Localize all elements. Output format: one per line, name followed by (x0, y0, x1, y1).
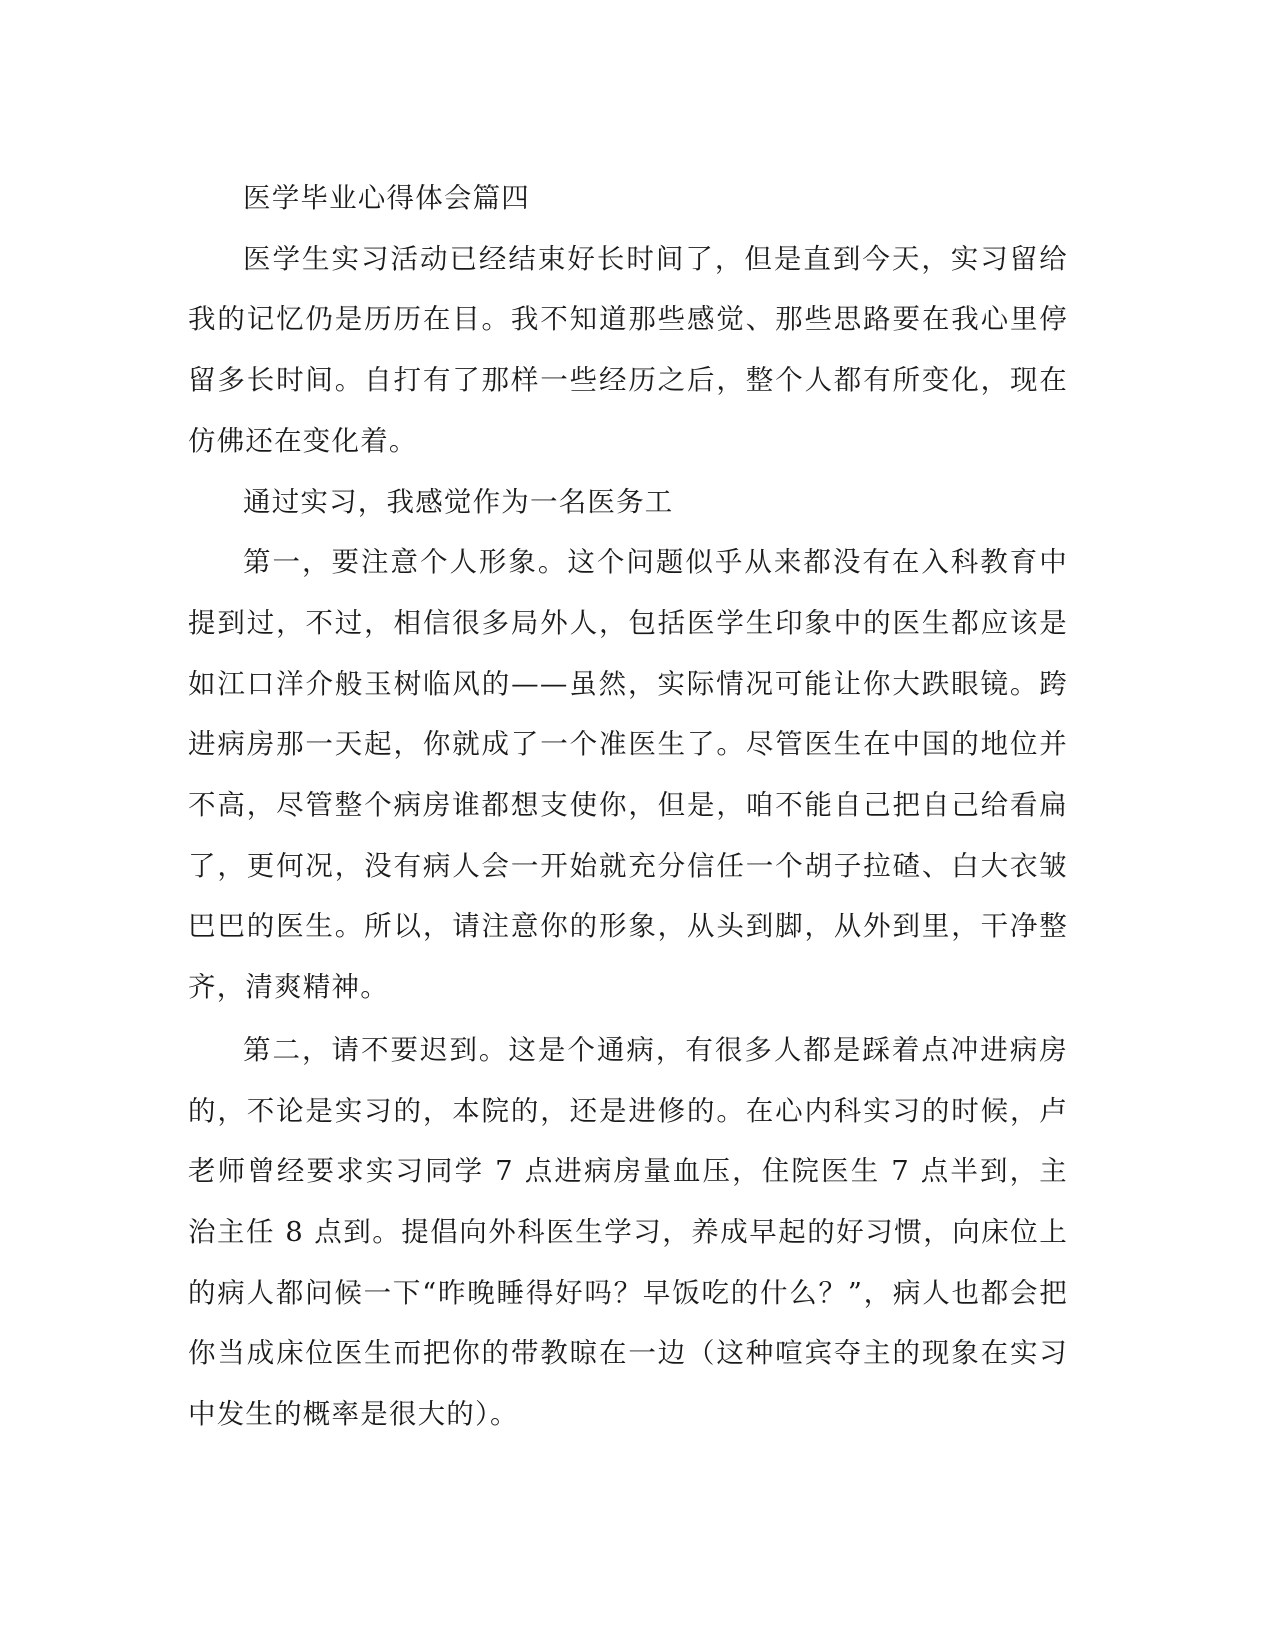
paragraph-intro: 医学生实习活动已经结束好长时间了，但是直到今天，实习留给我的记忆仍是历历在目。我不知道那些感觉、那些思路要在我心里停留多长时间。自打有了那样一些经历之后，整个人都有所变化，现在仿佛还在变化着。 (188, 242, 1068, 457)
paragraph-lead: 通过实习，我感觉作为一名医务工 (243, 485, 674, 518)
document-body (188, 168, 1068, 1445)
paragraph-point-one: 第一，要注意个人形象。这个问题似乎从来都没有在入科教育中提到过，不过，相信很多局外人，包括医学生印象中的医生都应该是如江口洋介般玉树临风的——虽然，实际情况可能让你大跌眼镜。跨进病房那一天起，你就成了一个准医生了。尽管医生在中国的地位并不高，尽管整个病房谁都想支使你，但是，咱不能自己把自己给看扁了，更何况，没有病人会一开始就充分信任一个胡子拉碴、白大衣皱巴巴的医生。所以，请注意你的形象，从头到脚，从外到里，干净整齐，清爽精神。 (188, 546, 1068, 1004)
section-title: 医学毕业心得体会篇四 (243, 182, 530, 214)
paragraph-point-two: 第二，请不要迟到。这是个通病，有很多人都是踩着点冲进病房的，不论是实习的，本院的，还是进修的。在心内科实习的时候，卢老师曾经要求实习同学 7 点进病房量血压，住院医生 7 点半到，主治主任 8 点到。提倡向外科医生学习，养成早起的好习惯，向床位上的病人都问候一下“昨晚睡得好吗？早饭吃的什么？”，病人也都会把你当成床位医生而把你的带教晾在一边（这种喧宾夺主的现象在实习中发生的概率是很大的）。 (188, 1033, 1068, 1431)
